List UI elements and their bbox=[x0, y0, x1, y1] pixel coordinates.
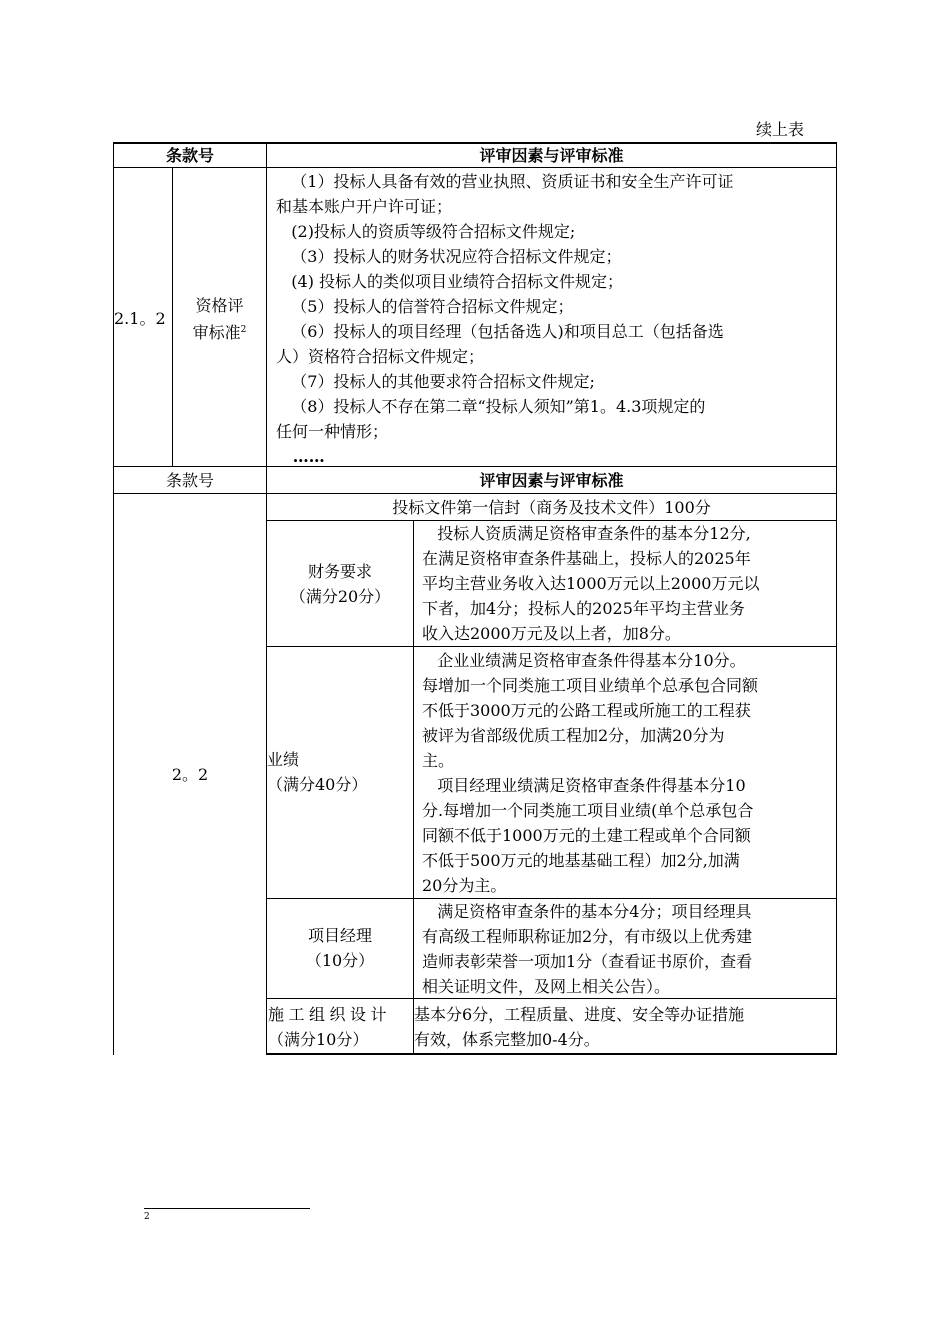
criteria-line: 20分为主。 bbox=[422, 876, 507, 895]
clause-number-2-1-2: 2.1。2 bbox=[114, 309, 166, 328]
criteria-line: 有高级工程师职称证加2分，有市级以上优秀建 bbox=[422, 927, 753, 946]
finance-criteria bbox=[422, 521, 834, 646]
criteria-line: 有效，体系完整加0-4分。 bbox=[414, 1030, 600, 1049]
criteria-line: （5）投标人的信誉符合招标文件规定； bbox=[276, 297, 574, 316]
criteria-line: (2)投标人的资质等级符合招标文件规定; bbox=[276, 222, 576, 241]
criteria-line: 分.每增加一个同类施工项目业绩(单个总承包合 bbox=[422, 801, 754, 820]
footnote-ref: 2 bbox=[240, 325, 247, 335]
construction-design-criteria bbox=[414, 1002, 834, 1052]
criteria-line: 被评为省部级优质工程加2分，加满20分为 bbox=[422, 726, 725, 745]
criteria-line: 基本分6分，工程质量、进度、安全等办证措施 bbox=[414, 1005, 745, 1024]
header2-clause-number: 条款号 bbox=[165, 471, 214, 490]
criteria-line: （3）投标人的财务状况应符合招标文件规定； bbox=[276, 247, 622, 266]
criteria-line: 下者，加4分；投标人的2025年平均主营业务 bbox=[422, 599, 745, 618]
qualification-label-text: 审标准 bbox=[192, 323, 241, 342]
criteria-line: 每增加一个同类施工项目业绩单个总承包合同额 bbox=[422, 676, 759, 695]
criteria-line: （1）投标人具备有效的营业执照、资质证书和安全生产许可证 bbox=[276, 172, 734, 191]
criteria-line: 造师表彰荣誉一项加1分（查看证书原价，查看 bbox=[422, 952, 753, 971]
factor-name: 财务要求 bbox=[307, 562, 372, 581]
criteria-line: (4) 投标人的类似项目业绩符合招标文件规定； bbox=[276, 272, 624, 291]
criteria-line: 项目经理业绩满足资格审查条件得基本分10 bbox=[422, 776, 746, 795]
criteria-line: （8）投标人不存在第二章“投标人须知”第1。4.3项规定的 bbox=[276, 397, 706, 416]
criteria-line: （7）投标人的其他要求符合招标文件规定; bbox=[276, 372, 595, 391]
performance-criteria bbox=[422, 648, 834, 898]
continued-label: 续上表 bbox=[756, 120, 805, 139]
criteria-line: 不低于500万元的地基基础工程）加2分,加满 bbox=[422, 851, 740, 870]
envelope-title: 投标文件第一信封（商务及技术文件）100分 bbox=[392, 498, 711, 517]
factor-name: 业绩 bbox=[267, 750, 300, 769]
criteria-line: 同额不低于1000万元的土建工程或单个合同额 bbox=[422, 826, 751, 845]
factor-name: 施工组织设计 bbox=[268, 1005, 392, 1024]
criteria-line: 投标人资质满足资格审查条件的基本分12分, bbox=[422, 524, 751, 543]
qualification-label-line1: 资格评 bbox=[195, 296, 244, 315]
header-criteria: 评审因素与评审标准 bbox=[479, 146, 624, 165]
criteria-line: 任何一种情形； bbox=[276, 422, 389, 441]
criteria-line: 满足资格审查条件的基本分4分；项目经理具 bbox=[422, 902, 752, 921]
criteria-line: 企业业绩满足资格审查条件得基本分10分。 bbox=[422, 651, 746, 670]
qualification-criteria-list bbox=[276, 169, 832, 465]
factor-score: （10分） bbox=[305, 951, 375, 970]
project-manager-criteria bbox=[422, 899, 834, 999]
factor-finance bbox=[267, 559, 413, 609]
criteria-line: 和基本账户开户许可证； bbox=[276, 197, 453, 216]
footnote-separator bbox=[144, 1208, 310, 1209]
criteria-line: 人）资格符合招标文件规定； bbox=[276, 347, 485, 366]
factor-performance bbox=[267, 747, 413, 797]
header2-criteria: 评审因素与评审标准 bbox=[479, 471, 624, 490]
clause-number-2-2: 2。2 bbox=[171, 765, 209, 784]
factor-project-manager bbox=[267, 923, 413, 973]
footnote-number: 2 bbox=[144, 1212, 150, 1222]
qualification-label-line2 bbox=[173, 318, 266, 345]
factor-construction-design bbox=[268, 1002, 413, 1052]
criteria-ellipsis: …… bbox=[276, 447, 325, 466]
criteria-line: 收入达2000万元及以上者，加8分。 bbox=[422, 624, 681, 643]
header-clause-number: 条款号 bbox=[165, 146, 214, 165]
factor-score: （满分40分） bbox=[267, 775, 368, 794]
factor-score: （满分10分） bbox=[268, 1030, 369, 1049]
criteria-line: 相关证明文件，及网上相关公告）。 bbox=[422, 977, 671, 996]
factor-score: （满分20分） bbox=[289, 587, 391, 606]
criteria-line: 在满足资格审查条件基础上，投标人的2025年 bbox=[422, 549, 751, 568]
criteria-line: 平均主营业务收入达1000万元以上2000万元以 bbox=[422, 574, 760, 593]
factor-name: 项目经理 bbox=[307, 926, 372, 945]
criteria-line: 不低于3000万元的公路工程或所施工的工程获 bbox=[422, 701, 751, 720]
qualification-review-label bbox=[173, 293, 266, 343]
criteria-line: （6）投标人的项目经理（包括备选人)和项目总工（包括备选 bbox=[276, 322, 724, 341]
criteria-line: 主。 bbox=[422, 751, 455, 770]
